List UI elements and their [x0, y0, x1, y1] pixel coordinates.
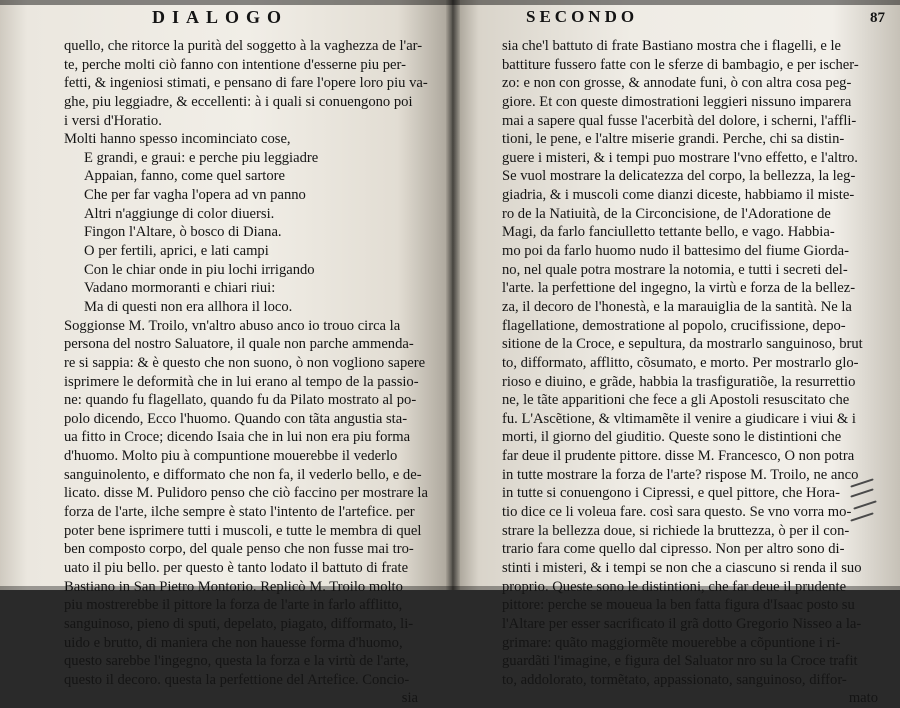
text-line: Fingon l'Altare, ò bosco di Diana. — [84, 224, 282, 241]
text-line: to, addolorato, tormẽtato, appassionato, sanguinoso, diffor- — [502, 671, 847, 688]
text-line: re si sappia: & è questo che non suono, ò non vogliono sapere — [64, 354, 426, 371]
text-line: ne, le tãte apparitioni che fece a gli Apostoli resuscitato che — [502, 392, 850, 409]
text-line: zo: e non con grosse, & annodate funi, ò con altra cosa peg- — [502, 75, 852, 92]
text-line: grimare: quãto maggiormẽte mouerebbe a cõpuntione i ri- — [502, 634, 841, 651]
text-line: za, il decoro de l'honestà, e la marauiglia de la santità. Ne la — [502, 298, 852, 315]
text-line: l'Altare per esser sacrificato il grã dotto Gregorio Nisseo a la- — [502, 615, 862, 632]
text-line: giadria, & i muscoli come dianzi diceste, habbiamo il miste- — [502, 187, 855, 204]
text-line: isprimere le deformità che in lui erano al tempo de la passio- — [64, 373, 419, 390]
page-number: 87 — [870, 10, 885, 26]
text-line: tioni, le pene, e l'altre miserie grandi. Perche, chi sa distin- — [502, 131, 845, 148]
text-line: sanguinoso, pieno di sputi, depelato, piagato, difformato, li- — [64, 615, 414, 632]
text-line: tio dice ce li voleua fare. così sara questo. Se vno vorra mo- — [502, 504, 852, 521]
text-line: te, perche molti ciò fanno con intentione d'esserne piu per- — [64, 56, 406, 73]
text-line: uido e brutto, di maniera che non hauesse forma d'huomo, — [64, 634, 403, 651]
running-head-right: SECONDO — [526, 7, 639, 26]
text-line: sia che'l battuto di frate Bastiano mostra che i flagelli, e le — [502, 38, 841, 54]
text-line: mai a sapere qual fusse l'acerbità del dolore, i scherni, l'affli- — [502, 112, 857, 129]
text-line: ne: quando fu flagellato, quando fu da Pilato mostrato al po- — [64, 392, 417, 409]
text-line: Vadano mormoranti e chiari riui: — [84, 280, 276, 297]
right-page-text — [502, 37, 880, 708]
text-line: fetti, & ingeniosi stimati, e pensano di fare l'opere loro piu va- — [64, 75, 428, 92]
text-line: forza de l'arte, ilche sempre è stato l'intento de l'artefice. per — [64, 504, 415, 521]
text-line: poter bene isprimere tutti i muscoli, e tutte le membra di quel — [64, 522, 422, 539]
text-line: O per fertili, aprici, e lati campi — [84, 243, 269, 260]
text-line: Magi, da farlo fanciulletto tettante bello, e vago. Habbia- — [502, 224, 835, 241]
text-line: guardãti l'imagine, e figura del Saluator nro su la Croce trafit — [502, 653, 858, 670]
text-line: Appaian, fanno, come quel sartore — [84, 168, 285, 185]
text-line: Con le chiar onde in piu lochi irrigando — [84, 261, 315, 278]
text-line: questo sarebbe l'ingegno, questa la forza e la virtù de l'arte, — [64, 653, 409, 670]
text-line: questo il decoro. questa la perfettione del Artefice. Concio- — [64, 671, 410, 688]
text-line: uato il piu bello. per questo è tanto lodato il battuto di frate — [64, 559, 409, 576]
text-line: sia — [401, 690, 418, 707]
text-line: trario fara come quello dal cipresso. Non per altro sono di- — [502, 541, 845, 558]
text-line: l'arte. la perfettione del ingegno, la virtù e forza de la bellez- — [502, 280, 856, 297]
text-line: sitione de la Croce, e sepultura, da mostrarlo sanguinoso, brut — [502, 336, 863, 353]
text-line: persona del nostro Saluatore, il quale non parche ammenda- — [64, 336, 414, 353]
text-line: ben composto corpo, del quale penso che non fusse mai tro- — [64, 541, 414, 558]
text-line: i versi d'Horatio. — [64, 112, 162, 129]
text-line: ghe, piu leggiadre, & eccellenti: à i quali si conuengono poi — [64, 93, 413, 110]
text-line: flagellatione, demostratione al popolo, crucifissione, depo- — [502, 317, 846, 334]
text-line: proprio. Queste sono le distintioni, che far deue il prudente — [502, 578, 847, 595]
text-line: giore. Et con queste dimostrationi leggieri nissuno imparera — [502, 93, 852, 110]
text-line: Se vuol mostrare la delicatezza del corpo, la bellezza, la leg- — [502, 168, 856, 185]
text-line: guere i misteri, & i tempi puo mostrare l'vno effetto, e l'altro. — [502, 149, 858, 166]
text-line: rioso e diuino, e grãde, habbia la trasfiguratiõe, la resurrettio — [502, 373, 856, 390]
top-edge-shadow — [0, 0, 900, 5]
text-line: Bastiano in San Pietro Montorio. Replicò M. Troilo molto — [64, 578, 403, 595]
text-line: Altri n'aggiunge di color diuersi. — [84, 205, 275, 222]
text-line: E grandi, e graui: e perche piu leggiadre — [84, 149, 319, 166]
text-line: licato. disse M. Pulidoro penso che ciò faccino per mostrare la — [64, 485, 428, 502]
text-line: battiture fussero fatte con le sferze di bambagio, e per ischer- — [502, 56, 859, 73]
text-line: mo poi da farlo huomo nudo il battesimo del fiume Giorda- — [502, 243, 849, 260]
text-line: Soggionse M. Troilo, vn'altro abuso anco io trouo circa la — [64, 317, 401, 334]
running-head-left: DIALOGO — [152, 7, 289, 27]
text-line: d'huomo. Molto piu à compuntione mouerebbe il vederlo — [64, 448, 398, 465]
text-line: piu mostrerebbe il pittore la forza de l'arte in farlo afflitto, — [64, 597, 403, 614]
margin-pen-marks — [850, 478, 890, 548]
text-line: morti, il giorno del giuditio. Queste sono le distintioni che — [502, 429, 842, 446]
text-line: stinti i misteri, & i tempi se non che a ciascuno si renda il suo — [502, 559, 862, 576]
text-line: far deue il prudente pittore. disse M. Francesco, O non potra — [502, 448, 855, 465]
text-line: no, nel quale potra mostrare la notomia, e tutti i secreti del- — [502, 261, 848, 278]
book-gutter — [446, 0, 460, 590]
text-line: strare la bellezza doue, si richiede la bruttezza, ò per il con- — [502, 522, 850, 539]
text-line: polo dicendo, Ecco l'huomo. Quando con tãta angustia sta- — [64, 410, 408, 427]
text-line: Molti hanno spesso incominciato cose, — [64, 131, 291, 148]
text-line: sanguinolento, e difformato che non fa, il vederlo bello, e de- — [64, 466, 422, 483]
text-line: to, difformato, afflitto, cõsumato, e morto. Per mostrarlo glo- — [502, 354, 859, 371]
text-line: ro de la Natiuità, de la Circoncisione, de l'Adoratione de — [502, 205, 831, 222]
text-line: Che per far vagha l'opera ad vn panno — [84, 187, 306, 204]
text-line: ua fitto in Croce; dicendo Isaia che in lui non era piu forma — [64, 429, 411, 446]
left-page-text — [64, 37, 428, 708]
bottom-edge-shadow — [0, 586, 900, 590]
text-line: in tutte si conuengono i Cipressi, e quel pittore, che Hora- — [502, 485, 841, 502]
right-page — [452, 0, 900, 707]
text-line: pittore: perche se moueua la ben fatta figura d'Isaac posto su — [502, 597, 855, 614]
text-line: in tutte mostrare la forza de l'arte? rispose M. Troilo, ne anco — [502, 466, 859, 483]
text-line: Ma di questi non era allhora il loco. — [84, 298, 293, 315]
text-line: mato — [848, 690, 878, 707]
text-line: quello, che ritorce la purità del soggetto à la vaghezza de l'ar- — [64, 38, 423, 54]
text-line: fu. L'Ascẽtione, & vltimamẽte il venire a giudicare i viui & i — [502, 410, 856, 427]
